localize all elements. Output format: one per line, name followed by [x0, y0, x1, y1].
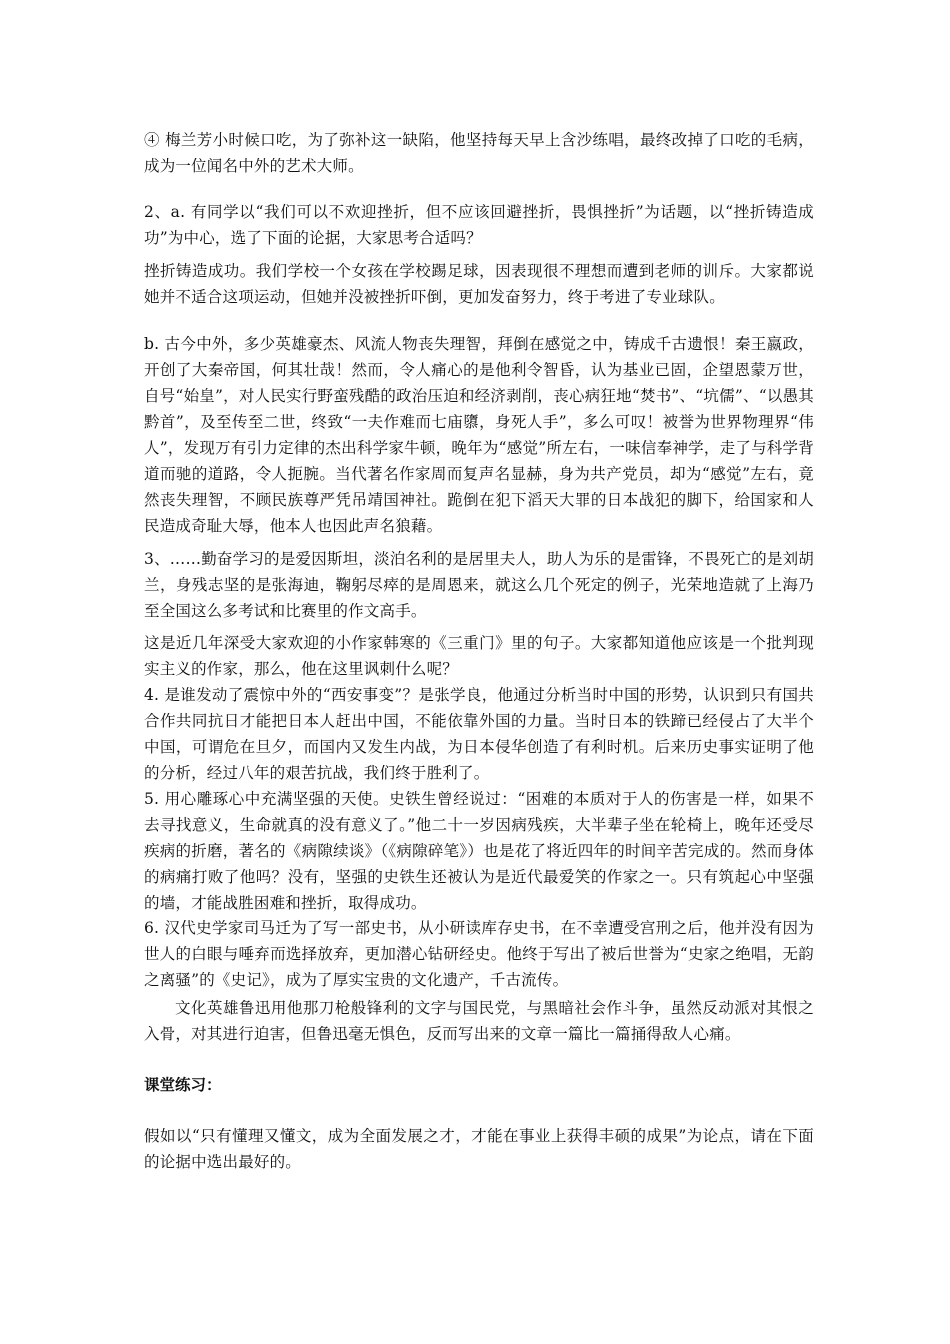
paragraph-question-2a: 2、a. 有同学以“我们可以不欢迎挫折，但不应该回避挫折，畏惧挫折”为话题，以“挫折铸造成功”为中心，选了下面的论据，大家思考合适吗？	[144, 203, 814, 247]
paragraph-item-5: 5. 用心雕琢心中充满坚强的天使。史铁生曾经说过：“困难的本质对于人的伤害是一样，如果不去寻找意义，生命就真的没有意义了。”他二十一岁因病残疾，大半辈子坐在轮椅上，晚年还受尽疾病的折磨，著名的《病隙续谈》（《病隙碎笔》）也是花了将近四年的时间辛苦完成的。然而身体的病痛打败了他吗？没有，坚强的史铁生还被认为是近代最爱笑的作家之一。只有筑起心中坚强的墙，才能战胜困难和挫折，取得成功。	[144, 790, 814, 912]
paragraph-item-6: 6. 汉代史学家司马迁为了写一部史书，从小研读库存史书，在不幸遭受宫刑之后，他并没有因为世人的白眼与唾弃而选择放弃，更加潜心钻研经史。他终于写出了被后世誉为“史家之绝唱，无韵之离骚”的《史记》，成为了厚实宝贵的文化遗产，千古流传。	[144, 919, 814, 989]
section-heading-classroom-exercise: 课堂练习：	[144, 1075, 222, 1094]
paragraph-question-2b: b. 古今中外，多少英雄豪杰、风流人物丧失理智，拜倒在感觉之中，铸成千古遗恨！秦王嬴政，开创了大秦帝国，何其壮哉！然而，令人痛心的是他利令智昏，认为基业已固，企望恩蒙万世，自号“始皇”，对人民实行野蛮残酷的政治压迫和经济剥削，丧心病狂地“焚书”、“坑儒”、“以愚其黔首”，及至传至二世，终致“一夫作难而七庙隳，身死人手”，多么可叹！被誉为世界物理界“伟人”，发现万有引力定律的杰出科学家牛顿，晚年为“感觉”所左右，一味信奉神学，走了与科学背道而驰的道路，令人扼腕。当代著名作家周而复声名显赫，身为共产党员，却为“感觉”左右，竟然丧失理智，不顾民族尊严凭吊靖国神社。跪倒在犯下滔天大罪的日本战犯的脚下，给国家和人民造成奇耻大辱，他本人也因此声名狼藉。	[144, 335, 814, 535]
paragraph-item-4: 4. 是谁发动了震惊中外的“西安事变”？是张学良，他通过分析当时中国的形势，认识到只有国共合作共同抗日才能把日本人赶出中国，不能依靠外国的力量。当时日本的铁蹄已经侵占了大半个中国，可谓危在旦夕，而国内又发生内战，为日本侵华创造了有利时机。后来历史事实证明了他的分析，经过八年的艰苦抗战，我们终于胜利了。	[144, 686, 814, 782]
paragraph-question-3: 3、……勤奋学习的是爱因斯坦，淡泊名利的是居里夫人，助人为乐的是雷锋，不畏死亡的是刘胡兰，身残志坚的是张海迪，鞠躬尽瘁的是周恩来，就这么几个死定的例子，光荣地造就了上海乃至全国这么多考试和比赛里的作文高手。	[144, 550, 814, 620]
paragraph-football-example: 挫折铸造成功。我们学校一个女孩在学校踢足球，因表现很不理想而遭到老师的训斥。大家都说她并不适合这项运动，但她并没被挫折吓倒，更加发奋努力，终于考进了专业球队。	[144, 262, 814, 306]
paragraph-exercise-prompt: 假如以“只有懂理又懂文，成为全面发展之才，才能在事业上获得丰硕的成果”为论点，请在下面的论据中选出最好的。	[144, 1127, 814, 1171]
paragraph-mei-lanfang: ④ 梅兰芳小时候口吃，为了弥补这一缺陷，他坚持每天早上含沙练唱，最终改掉了口吃的毛病，成为一位闻名中外的艺术大师。	[144, 131, 814, 175]
paragraph-lu-xun: 文化英雄鲁迅用他那刀枪般锋利的文字与国民党，与黑暗社会作斗争，虽然反动派对其恨之入骨，对其进行迫害，但鲁迅毫无惧色，反而写出来的文章一篇比一篇捅得敌人心痛。	[144, 999, 814, 1043]
paragraph-han-han: 这是近几年深受大家欢迎的小作家韩寒的《三重门》里的句子。大家都知道他应该是一个批判现实主义的作家，那么，他在这里讽刺什么呢？	[144, 634, 814, 678]
